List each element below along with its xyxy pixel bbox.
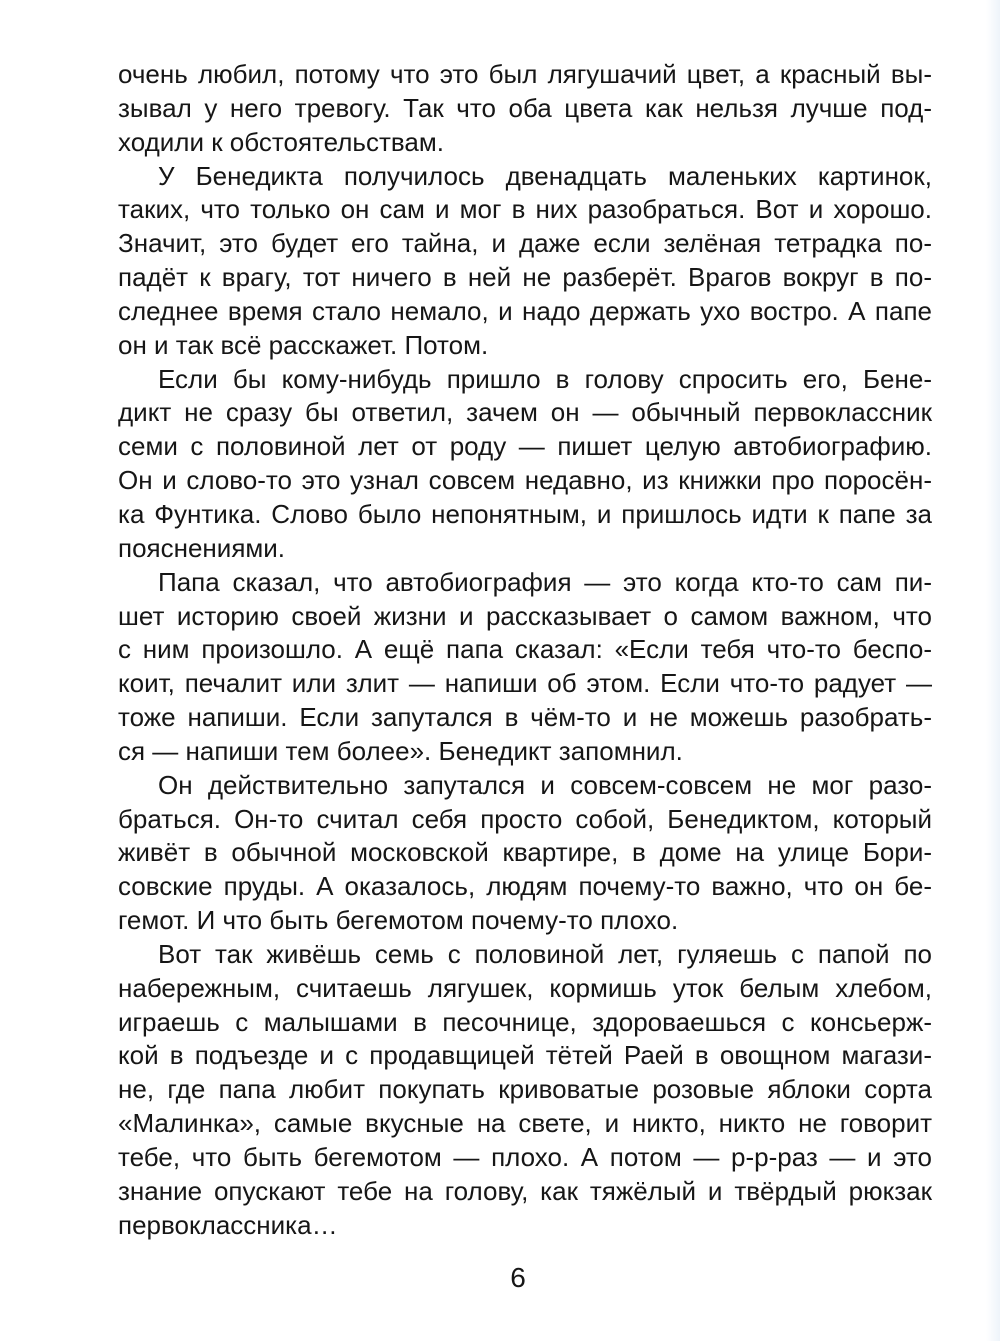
text-line: он и так всё расскажет. Потом. [118, 329, 489, 360]
text-line: кой в подъезде и с продавщицей тётей Раей в овощном магази- [118, 1040, 932, 1071]
text-line: следнее время стало немало, и надо держать ухо востро. А папе [118, 295, 932, 326]
text-line: Он и слово-то это узнал совсем недавно, из книжки про поросён- [118, 465, 932, 496]
paragraph-5 [118, 769, 932, 938]
text-line: не, где папа любит покупать кривоватые розовые яблоки сорта [118, 1074, 932, 1105]
text-line: живёт в обычной московской квартире, в доме на улице Бори- [118, 837, 932, 868]
text-line: У Бенедикта получилось двенадцать маленьких картинок, [158, 160, 932, 191]
text-line: тебе, что быть бегемотом — плохо. А потом — р-р-раз — и это [118, 1142, 932, 1172]
text-line: зывал у него тревогу. Так что оба цвета как нельзя лучше под- [118, 92, 932, 123]
text-line: ся — напиши тем более». Бенедикт запомнил. [118, 735, 683, 766]
paragraph-6 [118, 938, 932, 1243]
text-line: «Малинка», самые вкусные на свете, и никто, никто не говорит [118, 1108, 932, 1139]
text-line: гемот. И что быть бегемотом почему-то плохо. [118, 905, 679, 936]
text-line: Если бы кому-нибудь пришло в голову спросить его, Бене- [158, 363, 932, 394]
text-line: Вот так живёшь семь с половиной лет, гуляешь с папой по [158, 938, 932, 969]
text-line: пояснениями. [118, 532, 286, 563]
text-line: с ним произошло. А ещё папа сказал: «Если тебя что-то беспо- [118, 634, 932, 665]
text-line: шет историю своей жизни и рассказывает о самом важном, что [118, 600, 932, 631]
text-line: ка Фунтика. Слово было непонятным, и пришлось идти к папе за [118, 498, 932, 529]
page-number: 6 [510, 1262, 526, 1293]
text-line: падёт к врагу, тот ничего в ней не разберёт. Врагов вокруг в по- [118, 262, 932, 293]
text-line: набережным, считаешь лягушек, кормишь уток белым хлебом, [118, 972, 932, 1003]
text-line: семи с половиной лет от роду — пишет целую автобиографию. [118, 431, 932, 462]
paragraph-3 [118, 363, 932, 566]
text-line: Значит, это будет его тайна, и даже если зелёная тетрадка по- [118, 228, 932, 259]
paragraph-1 [118, 58, 932, 160]
text-line: очень любил, потому что это был лягушачий цвет, а красный вы- [118, 59, 932, 89]
text-line: играешь с малышами в песочнице, здороваешься с консьерж- [118, 1006, 932, 1037]
text-line: знание опускают тебе на голову, как тяжёлый и твёрдый рюкзак [118, 1175, 932, 1206]
text-line: совские пруды. А оказалось, людям почему-то важно, что он бе- [118, 871, 932, 902]
text-line: Папа сказал, что автобиография — это когда кто-то сам пи- [158, 566, 932, 597]
scan-edge-tint [986, 0, 1000, 1341]
book-page-text [118, 58, 932, 1243]
text-line: браться. Он-то считал себя просто собой, Бенедиктом, который [118, 803, 932, 834]
text-line: тоже напиши. Если запутался в чём-то и не можешь разобрать- [118, 702, 932, 733]
text-line: таких, что только он сам и мог в них разобраться. Вот и хорошо. [118, 194, 932, 225]
text-line: первоклассника… [118, 1209, 338, 1240]
text-line: Он действительно запутался и совсем-совсем не мог разо- [158, 769, 932, 800]
text-line: коит, печалит или злит — напиши об этом. Если что-то радует — [118, 668, 932, 699]
paragraph-4 [118, 566, 932, 769]
text-line: ходили к обстоятельствам. [118, 126, 444, 157]
text-line: дикт не сразу бы ответил, зачем он — обычный первоклассник [118, 397, 932, 428]
paragraph-2 [118, 160, 932, 363]
